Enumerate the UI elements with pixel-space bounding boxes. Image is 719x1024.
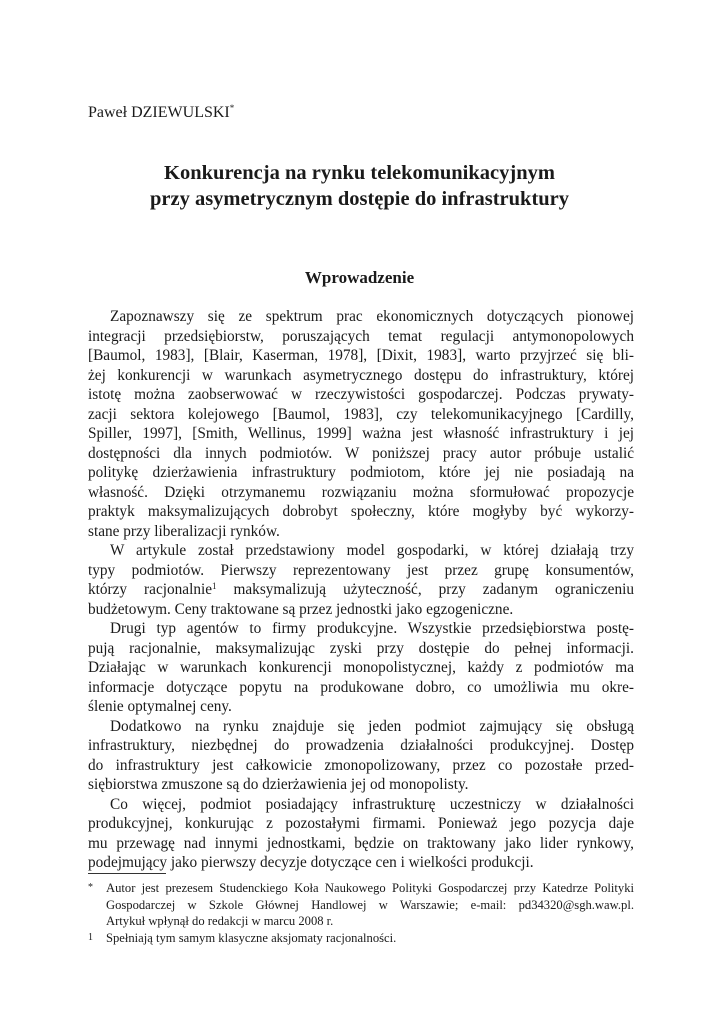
text-line: Dodatkowo na rynku znajduje się jeden podmiot zajmujący się obsługą bbox=[110, 717, 634, 735]
text-line: stane przy liberalizacji rynków. bbox=[88, 522, 280, 540]
text-line: budżetowym. Ceny traktowane są przez jednostki jako egzogeniczne. bbox=[88, 600, 514, 618]
author-line bbox=[88, 103, 234, 122]
text-line: Zapoznawszy się ze spektrum prac ekonomicznych dotyczących pionowej bbox=[110, 308, 634, 325]
footnote-line: Gospodarczej w Szkole Głównej Handlowej w Warszawie; e-mail: pd34320@sgh.waw.pl. bbox=[106, 897, 634, 912]
paragraph bbox=[88, 541, 634, 619]
text-segment: maksymalizują użyteczność, przy zadanym ograniczeniu bbox=[216, 581, 634, 598]
footnote-author bbox=[88, 880, 634, 930]
footnote-line: Spełniają tym samym klasyczne aksjomaty racjonalności. bbox=[106, 930, 397, 945]
footnotes bbox=[88, 880, 634, 946]
text-line: Co więcej, podmiot posiadający infrastrukturę uczestniczy w działalności bbox=[110, 795, 634, 813]
text-line: do infrastruktury jest całkowicie zmonopolizowany, przez co pozostałe przed- bbox=[88, 756, 634, 774]
text-line: istotę można zaobserwować w rzeczywistości gospodarczej. Podczas prywaty- bbox=[88, 386, 634, 403]
text-line: W artykule został przedstawiony model gospodarki, w której działają trzy bbox=[110, 542, 634, 559]
paragraph bbox=[88, 619, 634, 717]
article-title bbox=[60, 160, 659, 212]
footnote-line: Artykuł wpłynął do redakcji w marcu 2008 r. bbox=[106, 914, 334, 928]
text-line: żej konkurencji w warunkach asymetrycznego dostępu do infrastruktury, której bbox=[88, 366, 634, 384]
text-line: produkcyjnej, konkurując z pozostałymi firmami. Ponieważ jego pozycja daje bbox=[88, 815, 634, 832]
text-line: informacje dotyczące popytu na produkowane dobro, co umożliwia mu okre- bbox=[88, 678, 634, 696]
text-line: siębiorstwa zmuszone są do dzierżawienia jej od monopolisty. bbox=[88, 776, 469, 793]
text-line: infrastruktury, niezbędnej do prowadzenia działalności produkcyjnej. Dostęp bbox=[88, 737, 634, 754]
footnote-ref-1: 1 bbox=[212, 581, 217, 591]
paragraph bbox=[88, 717, 634, 795]
author-name: Paweł DZIEWULSKI bbox=[88, 104, 230, 121]
footnote-line: Autor jest prezesem Studenckiego Koła Naukowego Polityki Gospodarczej przy Katedrze Polityki bbox=[106, 881, 634, 895]
text-line: typy podmiotów. Pierwszy reprezentowany jest przez grupę konsumentów, bbox=[88, 561, 634, 579]
text-line: własność. Dzięki otrzymanemu rozwiązaniu można sformułować propozycje bbox=[88, 483, 634, 501]
section-heading: Wprowadzenie bbox=[304, 268, 415, 287]
title-line: przy asymetrycznym dostępie do infrastruktury bbox=[149, 188, 570, 210]
text-line: Spiller, 1997], [Smith, Wellinus, 1999] ważna jest własność infrastruktury i jej bbox=[88, 425, 634, 442]
footnote-mark: 1 bbox=[88, 931, 93, 943]
author-footnote-mark: * bbox=[229, 103, 235, 113]
text-line: podejmujący jako pierwszy decyzje dotyczące cen i wielkości produkcji. bbox=[88, 854, 534, 871]
footnote-mark: * bbox=[88, 882, 93, 893]
text-line: Drugi typ agentów to firmy produkcyjne. Wszystkie przedsiębiorstwa postę- bbox=[110, 620, 634, 637]
text-line: pują racjonalnie, maksymalizując zyski przy dostępie do pełnej informacji. bbox=[88, 639, 634, 657]
text-line: integracji przedsiębiorstw, poruszających temat regulacji antymonopolowych bbox=[88, 327, 634, 345]
text-line: zacji sektora kolejowego [Baumol, 1983], czy telekomunikacyjnego [Cardilly, bbox=[88, 405, 634, 423]
text-line: dostępności dla innych podmiotów. W poniższej pracy autor próbuje ustalić bbox=[88, 444, 634, 462]
text-line-with-footnote bbox=[88, 580, 634, 600]
article-body bbox=[88, 307, 634, 873]
text-line: politykę dzierżawienia infrastruktury podmiotom, które jej nie posiadają na bbox=[88, 464, 634, 481]
text-segment: którzy racjonalnie bbox=[88, 581, 213, 598]
footnote-divider bbox=[88, 873, 166, 874]
footnote-1 bbox=[88, 930, 634, 947]
paragraph bbox=[88, 795, 634, 873]
text-line: praktyk maksymalizujących dobrobyt społeczny, które mogłyby być wykorzy- bbox=[88, 503, 634, 520]
text-line: [Baumol, 1983], [Blair, Kaserman, 1978], [Dixit, 1983], warto przyjrzeć się bli- bbox=[88, 347, 634, 364]
title-line: Konkurencja na rynku telekomunikacyjnym bbox=[164, 162, 555, 184]
text-line: Działając w warunkach konkurencji monopolistycznej, każdy z podmiotów ma bbox=[88, 659, 634, 676]
text-line: ślenie optymalnej ceny. bbox=[88, 698, 232, 715]
paragraph bbox=[88, 307, 634, 541]
text-line: mu przewagę nad innymi jednostkami, będzie on traktowany jako lider rynkowy, bbox=[88, 834, 634, 852]
